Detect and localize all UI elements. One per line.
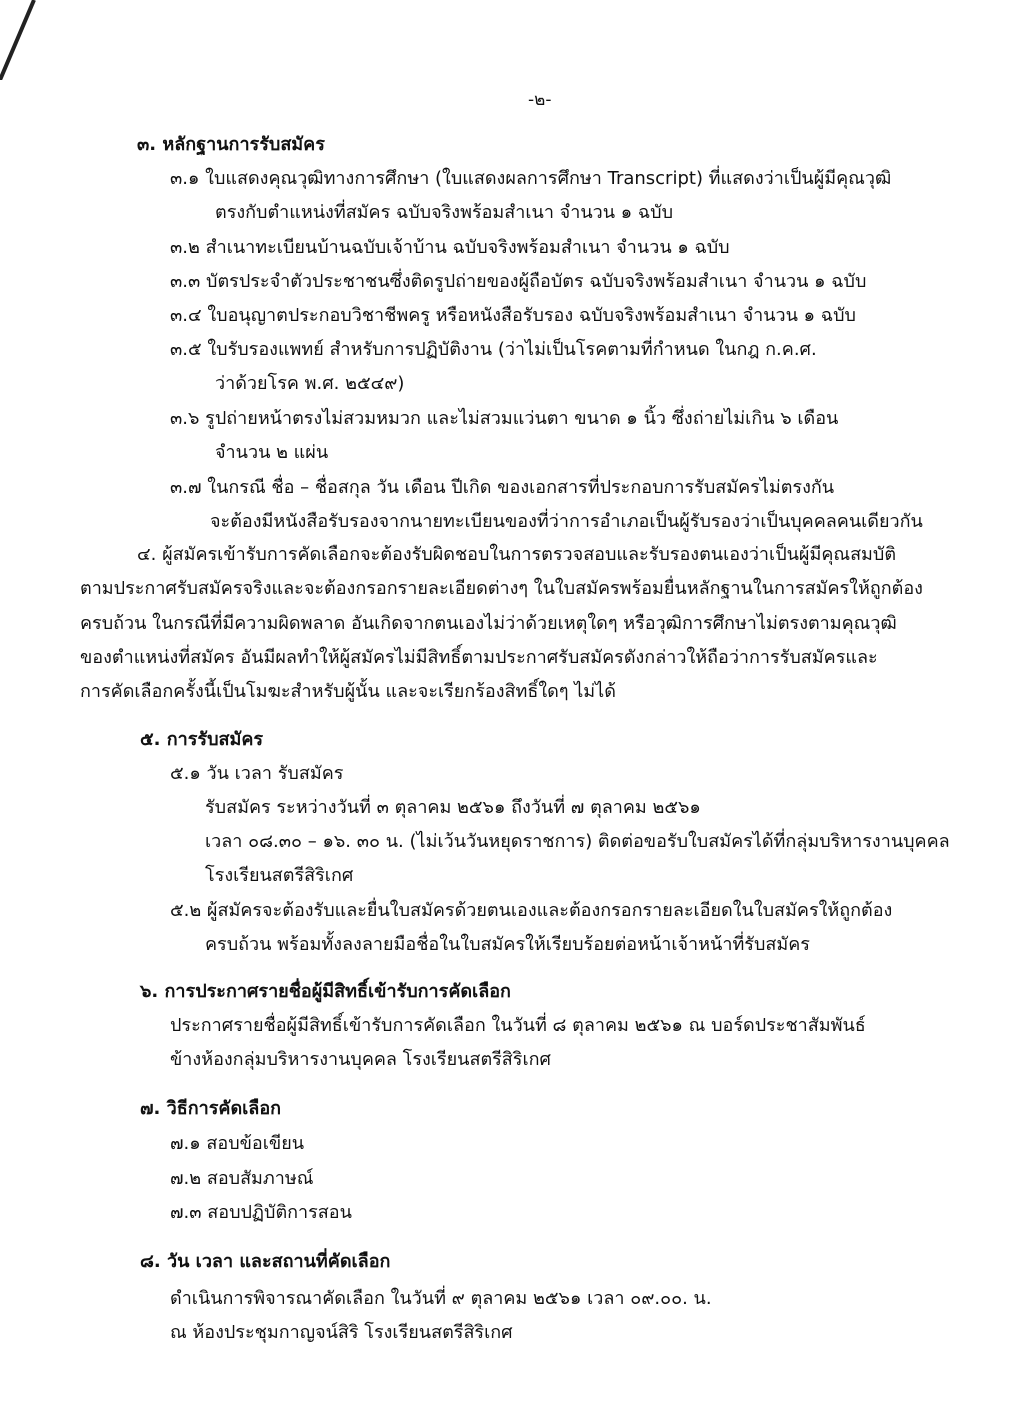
section5-line-5: ๕.๒ ผู้สมัครจะต้องรับและยื่นใบสมัครด้วยตนเองและต้องกรอกรายละเอียดในใบสมัครให้ถูกต้อง xyxy=(170,900,893,921)
section7-line-2: ๗.๒ สอบสัมภาษณ์ xyxy=(170,1168,314,1189)
section5-line-3: เวลา ๐๘.๓๐ – ๑๖. ๓๐ น. (ไม่เว้นวันหยุดราชการ) ติดต่อขอรับใบสมัครได้ที่กลุ่มบริหารงานบุคคล xyxy=(205,831,950,852)
section6-heading: ๖. การประกาศรายชื่อผู้มีสิทธิ์เข้ารับการคัดเลือก xyxy=(140,981,511,1002)
section3-item-4: ๓.๔ ใบอนุญาตประกอบวิชาชีพครู หรือหนังสือรับรอง ฉบับจริงพร้อมสำเนา จำนวน ๑ ฉบับ xyxy=(170,305,856,326)
section6-line-1: ประกาศรายชื่อผู้มีสิทธิ์เข้ารับการคัดเลือก ในวันที่ ๘ ตุลาคม ๒๕๖๑ ณ บอร์ดประชาสัมพันธ์ xyxy=(170,1015,866,1036)
section5-heading: ๕. การรับสมัคร xyxy=(140,729,264,750)
section3-item-6-cont: จำนวน ๒ แผ่น xyxy=(215,442,329,463)
section8-line-2: ณ ห้องประชุมกาญจน์สิริ โรงเรียนสตรีสิริเกศ xyxy=(170,1322,513,1343)
section3-heading: ๓. หลักฐานการรับสมัคร xyxy=(137,134,325,155)
section7-line-3: ๗.๓ สอบปฏิบัติการสอน xyxy=(170,1202,352,1223)
section5-line-4: โรงเรียนสตรีสิริเกศ xyxy=(205,865,354,886)
section5-line-2: รับสมัคร ระหว่างวันที่ ๓ ตุลาคม ๒๕๖๑ ถึงวันที่ ๗ ตุลาคม ๒๕๖๑ xyxy=(205,797,701,818)
section8-line-1: ดำเนินการพิจารณาคัดเลือก ในวันที่ ๙ ตุลาคม ๒๕๖๑ เวลา ๐๙.๐๐. น. xyxy=(170,1288,712,1309)
page-number: -๒- xyxy=(528,90,552,110)
section4-line-1: ๔. ผู้สมัครเข้ารับการคัดเลือกจะต้องรับผิดชอบในการตรวจสอบและรับรองตนเองว่าเป็นผู้มีคุณสมบัติ xyxy=(137,544,897,565)
scan-edge-mark xyxy=(0,0,40,80)
section4-line-5: การคัดเลือกครั้งนี้เป็นโมฆะสำหรับผู้นั้น และจะเรียกร้องสิทธิ์ใดๆ ไม่ได้ xyxy=(80,681,616,702)
section3-item-7-cont: จะต้องมีหนังสือรับรองจากนายทะเบียนของที่ว่าการอำเภอเป็นผู้รับรองว่าเป็นบุคคลคนเดียวกัน xyxy=(210,511,923,532)
section3-item-3: ๓.๓ บัตรประจำตัวประชาชนซึ่งติดรูปถ่ายของผู้ถือบัตร ฉบับจริงพร้อมสำเนา จำนวน ๑ ฉบับ xyxy=(170,271,867,292)
section6-line-2: ข้างห้องกลุ่มบริหารงานบุคคล โรงเรียนสตรีสิริเกศ xyxy=(170,1049,551,1070)
section3-item-2: ๓.๒ สำเนาทะเบียนบ้านฉบับเจ้าบ้าน ฉบับจริงพร้อมสำเนา จำนวน ๑ ฉบับ xyxy=(170,237,730,258)
section3-item-1-cont: ตรงกับตำแหน่งที่สมัคร ฉบับจริงพร้อมสำเนา จำนวน ๑ ฉบับ xyxy=(215,202,674,223)
section7-heading: ๗. วิธีการคัดเลือก xyxy=(140,1098,282,1119)
section4-line-3: ครบถ้วน ในกรณีที่มีความผิดพลาด อันเกิดจากตนเองไม่ว่าด้วยเหตุใดๆ หรือวุฒิการศึกษาไม่ตรงตามคุณวุฒิ xyxy=(80,613,897,634)
section3-item-5: ๓.๕ ใบรับรองแพทย์ สำหรับการปฏิบัติงาน (ว่าไม่เป็นโรคตามที่กำหนด ในกฎ ก.ค.ศ. xyxy=(170,339,817,360)
section3-item-6: ๓.๖ รูปถ่ายหน้าตรงไม่สวมหมวก และไม่สวมแว่นตา ขนาด ๑ นิ้ว ซึ่งถ่ายไม่เกิน ๖ เดือน xyxy=(170,408,839,429)
section7-line-1: ๗.๑ สอบข้อเขียน xyxy=(170,1133,305,1154)
section8-heading: ๘. วัน เวลา และสถานที่คัดเลือก xyxy=(140,1251,391,1272)
section3-item-1: ๓.๑ ใบแสดงคุณวุฒิทางการศึกษา (ใบแสดงผลการศึกษา Transcript) ที่แสดงว่าเป็นผู้มีคุณวุฒิ xyxy=(170,168,892,189)
section3-item-7: ๓.๗ ในกรณี ชื่อ – ชื่อสกุล วัน เดือน ปีเกิด ของเอกสารที่ประกอบการรับสมัครไม่ตรงกัน xyxy=(170,477,835,498)
section3-item-5-cont: ว่าด้วยโรค พ.ศ. ๒๕๔๙) xyxy=(215,373,405,394)
section5-line-6: ครบถ้วน พร้อมทั้งลงลายมือชื่อในใบสมัครให้เรียบร้อยต่อหน้าเจ้าหน้าที่รับสมัคร xyxy=(205,934,810,955)
section5-line-1: ๕.๑ วัน เวลา รับสมัคร xyxy=(170,763,344,784)
section4-line-2: ตามประกาศรับสมัครจริงและจะต้องกรอกรายละเอียดต่างๆ ในใบสมัครพร้อมยื่นหลักฐานในการสมัครให้ถูกต้อง xyxy=(80,578,923,599)
section4-line-4: ของตำแหน่งที่สมัคร อันมีผลทำให้ผู้สมัครไม่มีสิทธิ์ตามประกาศรับสมัครดังกล่าวให้ถือว่าการรับสมัครและ xyxy=(80,647,878,668)
